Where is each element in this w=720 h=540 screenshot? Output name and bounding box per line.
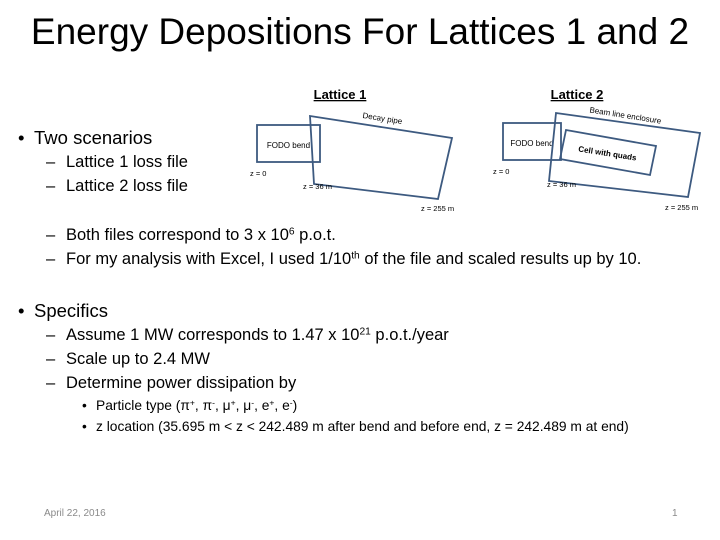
dash-icon: – [46, 177, 56, 195]
bullet-specifics: • Specifics [18, 300, 109, 321]
bullet-dot-icon: • [82, 398, 87, 413]
bullet-analysis: – For my analysis with Excel, I used 1/10th of the file and scaled results up by 10. [46, 250, 642, 268]
dash-icon: – [46, 250, 56, 268]
dash-icon: – [46, 153, 56, 171]
footer-date: April 22, 2016 [44, 508, 106, 519]
lattice1-z0-label: z = 0 [250, 169, 267, 178]
lattice2-z255-label: z = 255 m [665, 203, 699, 212]
lattice2-cell-label: Cell with quads [577, 144, 638, 163]
lattice2-enclosure-label: Beam line enclosure [588, 105, 662, 126]
dash-icon: – [46, 374, 56, 392]
bullet-lattice1-loss-file: – Lattice 1 loss file [46, 153, 188, 171]
slide-title: Energy Depositions For Lattices 1 and 2 [30, 11, 690, 52]
dash-icon: – [46, 326, 56, 344]
bullet-two-scenarios: • Two scenarios [18, 127, 153, 148]
bullet-dot-icon: • [18, 300, 25, 321]
dash-icon: – [46, 350, 56, 368]
bullet-scale: – Scale up to 2.4 MW [46, 350, 210, 368]
bullet-lattice2-loss-file: – Lattice 2 loss file [46, 177, 188, 195]
bullet-z-location: • z location (35.695 m < z < 242.489 m after bend and before end, z = 242.489 m at end) [82, 419, 629, 434]
bullet-both-files: – Both files correspond to 3 x $10^6$ p.o.t. [46, 226, 336, 244]
lattice1-z255-label: z = 255 m [421, 204, 455, 213]
bullet-dot-icon: • [82, 419, 87, 434]
page-number: 1 [672, 508, 678, 519]
bullet-dot-icon: • [18, 127, 25, 148]
bullet-assume: – Assume 1 MW corresponds to 1.47 x $10^{21}$ p.o.t./year [46, 326, 449, 344]
lattice1-z36-label: z = 36 m [303, 182, 332, 191]
lattice2-heading: Lattice 2 [550, 87, 604, 102]
lattice1-heading: Lattice 1 [313, 87, 367, 102]
lattice2-z36-label: z = 36 m [547, 180, 576, 189]
bullet-determine: – Determine power dissipation by [46, 374, 297, 392]
lattice2-z0-label: z = 0 [493, 167, 510, 176]
lattice2-fodo-bend-label: FODO bend [510, 139, 554, 148]
bullet-particle-type: • Particle type (π+, π-, μ+, μ-, e+, e-) [82, 397, 298, 413]
lattice1-decay-pipe-label: Decay pipe [361, 110, 403, 127]
lattice1-fodo-bend-label: FODO bend [266, 141, 311, 150]
dash-icon: – [46, 226, 56, 244]
